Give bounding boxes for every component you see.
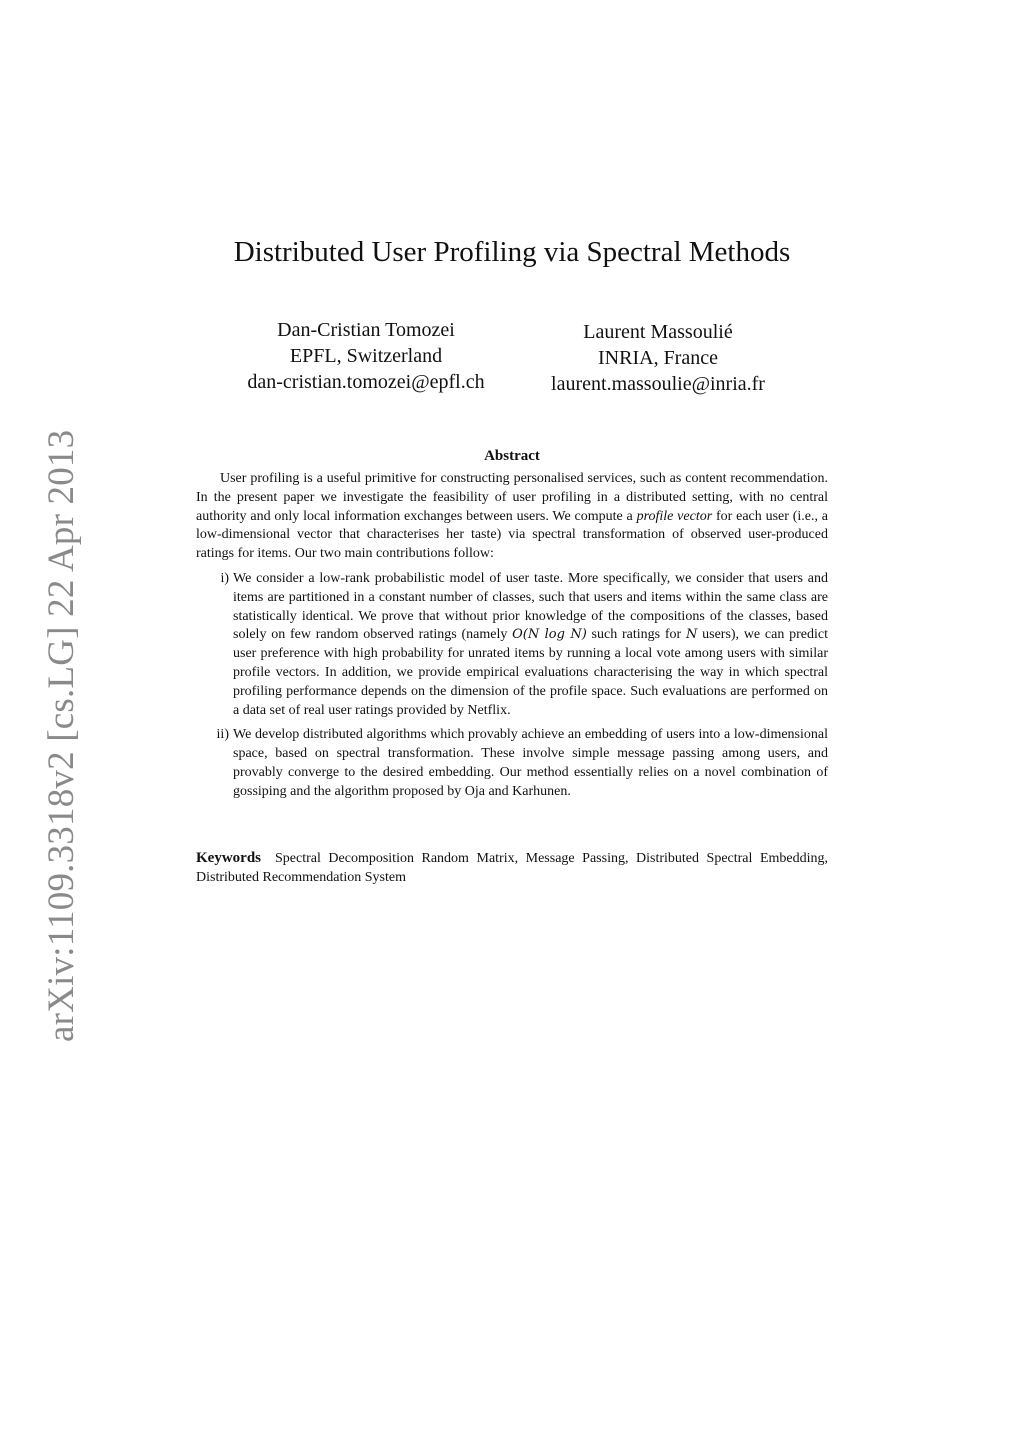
author-name: Laurent Massoulié — [583, 321, 733, 343]
abstract-intro-text-continued: for each user (i.e., a low-dimensional vector that characterises her taste) via spectral transformation of observed user-produced ratings for items. Our two main contributions follow: — [196, 508, 828, 562]
abstract-intro-text: User profiling is a useful primitive for constructing personalised services, such as content recommendation. In the present paper we investigate the feasibility of user profiling in a distributed setting, with no central authority and only local information exchanges between users. We compute a — [196, 471, 828, 524]
keywords-text: Spectral Decomposition Random Matrix, Message Passing, Distributed Spectral Embedding, Distributed Recommendation System — [196, 851, 828, 885]
keywords-section — [196, 849, 828, 887]
contribution-text: We consider a low-rank probabilistic model of user taste. More specifically, we consider that users and items are partitioned in a constant number of classes, such that users and items within the same class are statistically identical. We prove that without prior knowledge of the compositions of the classes, based solely on few random observed ratings (namely — [233, 570, 828, 643]
keywords-label: Keywords — [196, 850, 261, 866]
contribution-text: We develop distributed algorithms which provably achieve an embedding of users into a low-dimensional space, based on spectral transformation. These involve simple message passing among users, and provably converge to the desired embedding. Our method essentially relies on a novel combination of gossiping and the algorithm proposed by Oja and Karhunen. — [233, 727, 828, 799]
paper-title: Distributed User Profiling via Spectral Methods — [233, 236, 791, 268]
abstract-heading: Abstract — [484, 448, 540, 464]
list-marker: ii) — [216, 727, 229, 743]
contribution-item — [196, 726, 828, 801]
author-email: laurent.massoulie@inria.fr — [551, 373, 765, 395]
author-affiliation: EPFL, Switzerland — [289, 345, 443, 367]
list-marker: i) — [220, 570, 229, 586]
author-email: dan-cristian.tomozei@epfl.ch — [247, 371, 485, 393]
math-expression: O(N log N) — [512, 627, 587, 643]
author-block-2 — [518, 319, 798, 397]
author-affiliation: INRIA, France — [598, 347, 718, 369]
arxiv-identifier: arXiv:1109.3318v2 [cs.LG] 22 Apr 2013 — [41, 429, 82, 1042]
contribution-item — [196, 570, 828, 720]
contributions-list — [196, 570, 828, 802]
abstract-intro — [196, 470, 828, 564]
contribution-text: such ratings for — [586, 627, 686, 643]
abstract-intro-emphasis: profile vector — [636, 508, 713, 524]
abstract-body — [196, 470, 828, 808]
author-name: Dan-Cristian Tomozei — [277, 319, 455, 341]
author-block-1 — [226, 317, 506, 395]
math-expression: N — [685, 627, 698, 643]
contribution-text: users), we can predict user preference with high probability for unrated items by running a local vote among users with similar profile vectors. In addition, we provide empirical evaluations characterising the way in which spectral profiling performance depends on the dimension of the profile space. Such evaluations are performed on a data set of real user ratings provided by Netflix. — [233, 627, 828, 718]
